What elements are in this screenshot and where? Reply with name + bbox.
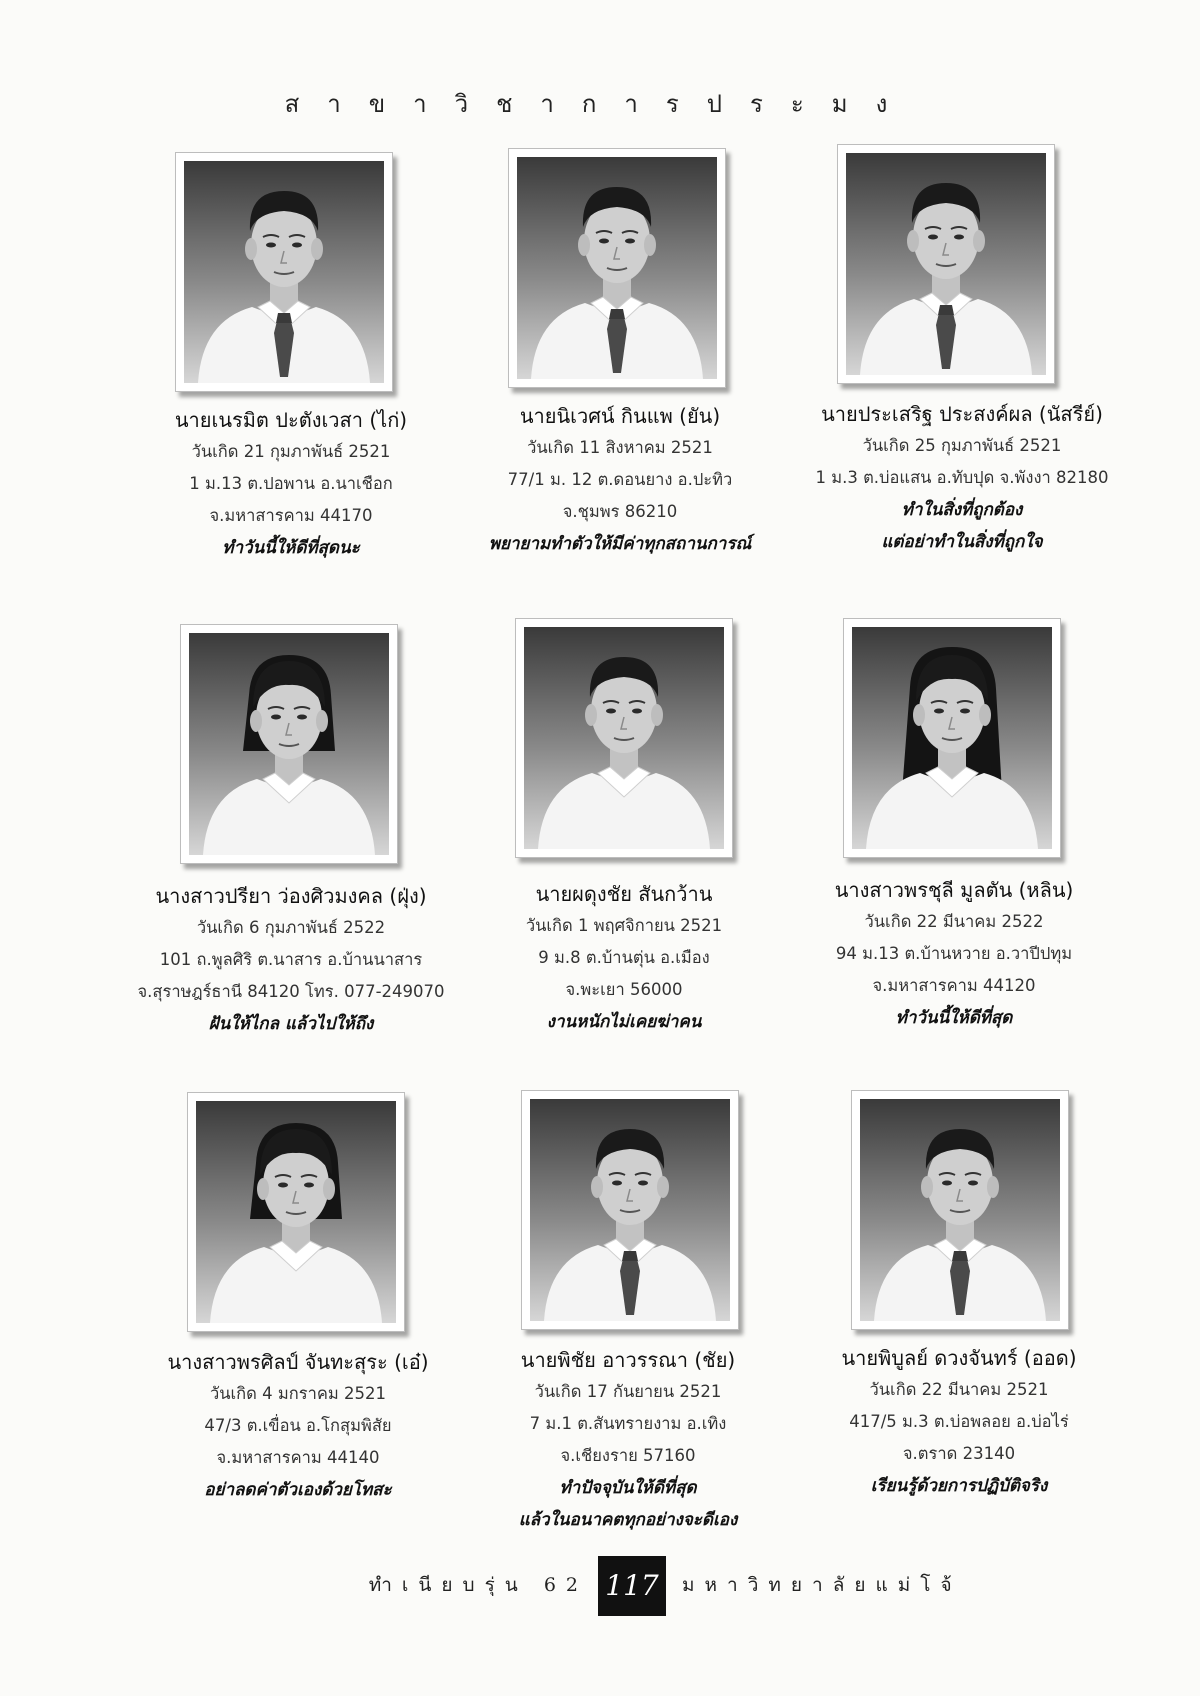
address-line: จ.มหาสารคาม 44120: [872, 976, 1036, 995]
university-name: มหาวิทยาลัยแม่โจ้: [682, 1574, 962, 1596]
portrait-image: [846, 153, 1046, 375]
student-info: [784, 874, 1124, 1034]
address-line: 47/3 ต.เขื่อน อ.โกสุมพิสัย: [204, 1416, 392, 1435]
portrait-image: [860, 1099, 1060, 1321]
motto: อย่าลดค่าตัวเองด้วยโทสะ: [204, 1480, 392, 1500]
portrait-image: [530, 1099, 730, 1321]
student-photo: [187, 1092, 405, 1332]
birth-date: วันเกิด 4 มกราคม 2521: [209, 1384, 387, 1403]
motto: ทำในสิ่งที่ถูกต้อง: [901, 500, 1023, 520]
student-name: นางสาวพรศิลป์ จันทะสุระ (เอ๋): [167, 1350, 429, 1374]
birth-date: วันเกิด 22 มีนาคม 2522: [864, 912, 1044, 931]
student-photo: [180, 624, 398, 864]
address-line: จ.เชียงราย 57160: [560, 1446, 696, 1465]
page-footer: [0, 1556, 1200, 1616]
birth-date: วันเกิด 6 กุมภาพันธ์ 2522: [196, 918, 386, 937]
birth-date: วันเกิด 21 กุมภาพันธ์ 2521: [191, 442, 391, 461]
student-info: [762, 398, 1162, 558]
student-info: [121, 404, 461, 564]
birth-date: วันเกิด 11 สิงหาคม 2521: [527, 438, 713, 457]
student-photo: [508, 148, 726, 388]
address-line: จ.พะเยา 56000: [565, 980, 683, 999]
portrait-image: [196, 1101, 396, 1323]
motto: เรียนรู้ด้วยการปฏิบัติจริง: [870, 1476, 1048, 1496]
student-photo: [843, 618, 1061, 858]
address-line: 1 ม.13 ต.ปอพาน อ.นาเชือก: [189, 474, 393, 493]
portrait-image: [184, 161, 384, 383]
address-line: 77/1 ม. 12 ต.ดอนยาง อ.ปะทิว: [507, 470, 733, 489]
student-photo: [175, 152, 393, 392]
address-line: 7 ม.1 ต.สันทรายงาม อ.เทิง: [529, 1414, 727, 1433]
section-heading: สาขาวิชาการประมง: [284, 90, 916, 118]
student-name: นายเนรมิต ปะตังเวสา (ไก่): [174, 408, 408, 432]
page-number: 117: [598, 1556, 666, 1616]
yearbook-title: ทำเนียบรุ่น 62: [368, 1574, 588, 1596]
motto: ทำปัจจุบันให้ดีที่สุด: [559, 1478, 697, 1498]
address-line: 101 ถ.พูลศิริ ต.นาสาร อ.บ้านนาสาร: [159, 950, 423, 969]
student-name: นางสาวพรชุลี มูลตัน (หลิน): [834, 878, 1074, 902]
motto: แต่อย่าทำในสิ่งที่ถูกใจ: [881, 532, 1043, 552]
student-name: นายนิเวศน์ กินแพ (ยัน): [519, 404, 721, 428]
address-line: จ.ตราด 23140: [902, 1444, 1016, 1463]
address-line: 94 ม.13 ต.บ้านหวาย อ.วาปีปทุม: [835, 944, 1073, 963]
student-photo: [521, 1090, 739, 1330]
motto: ฝันให้ไกล แล้วไปให้ถึง: [208, 1014, 374, 1034]
student-photo: [515, 618, 733, 858]
portrait-image: [852, 627, 1052, 849]
address-line: 1 ม.3 ต.บ่อแสน อ.ทับปุด จ.พังงา 82180: [815, 468, 1109, 487]
student-photo: [837, 144, 1055, 384]
address-line: จ.มหาสารคาม 44170: [209, 506, 373, 525]
address-line: จ.มหาสารคาม 44140: [216, 1448, 380, 1467]
student-info: [454, 878, 794, 1038]
motto: ทำวันนี้ให้ดีที่สุด: [895, 1008, 1013, 1028]
birth-date: วันเกิด 17 กันยายน 2521: [534, 1382, 722, 1401]
student-info: [450, 400, 790, 560]
motto: แล้วในอนาคตทุกอย่างจะดีเอง: [518, 1510, 738, 1530]
student-name: นายผดุงชัย สันกว้าน: [535, 882, 713, 906]
motto: ทำวันนี้ให้ดีที่สุดนะ: [222, 538, 360, 558]
student-info: [789, 1342, 1129, 1502]
address-line: 9 ม.8 ต.บ้านตุ่น อ.เมือง: [538, 948, 710, 967]
birth-date: วันเกิด 22 มีนาคม 2521: [869, 1380, 1049, 1399]
address-line: จ.สุราษฎร์ธานี 84120 โทร. 077-249070: [137, 982, 445, 1001]
motto: งานหนักไม่เคยฆ่าคน: [546, 1012, 702, 1032]
student-name: นายพิชัย อาวรรณา (ชัย): [520, 1348, 736, 1372]
portrait-image: [524, 627, 724, 849]
student-name: นายพิบูลย์ ดวงจันทร์ (ออด): [841, 1346, 1077, 1370]
student-name: นางสาวปรียา ว่องศิวมงคล (ฝุ่ง): [155, 884, 427, 908]
portrait-image: [189, 633, 389, 855]
address-line: จ.ชุมพร 86210: [562, 502, 678, 521]
birth-date: วันเกิด 1 พฤศจิกายน 2521: [525, 916, 723, 935]
motto: พยายามทำตัวให้มีค่าทุกสถานการณ์: [488, 534, 752, 554]
student-info: [458, 1344, 798, 1536]
student-photo: [851, 1090, 1069, 1330]
student-info: [101, 880, 481, 1040]
student-info: [128, 1346, 468, 1506]
address-line: 417/5 ม.3 ต.บ่อพลอย อ.บ่อไร่: [849, 1412, 1069, 1431]
birth-date: วันเกิด 25 กุมภาพันธ์ 2521: [862, 436, 1062, 455]
portrait-image: [517, 157, 717, 379]
student-name: นายประเสริฐ ประสงค์ผล (นัสรีย์): [821, 402, 1103, 426]
